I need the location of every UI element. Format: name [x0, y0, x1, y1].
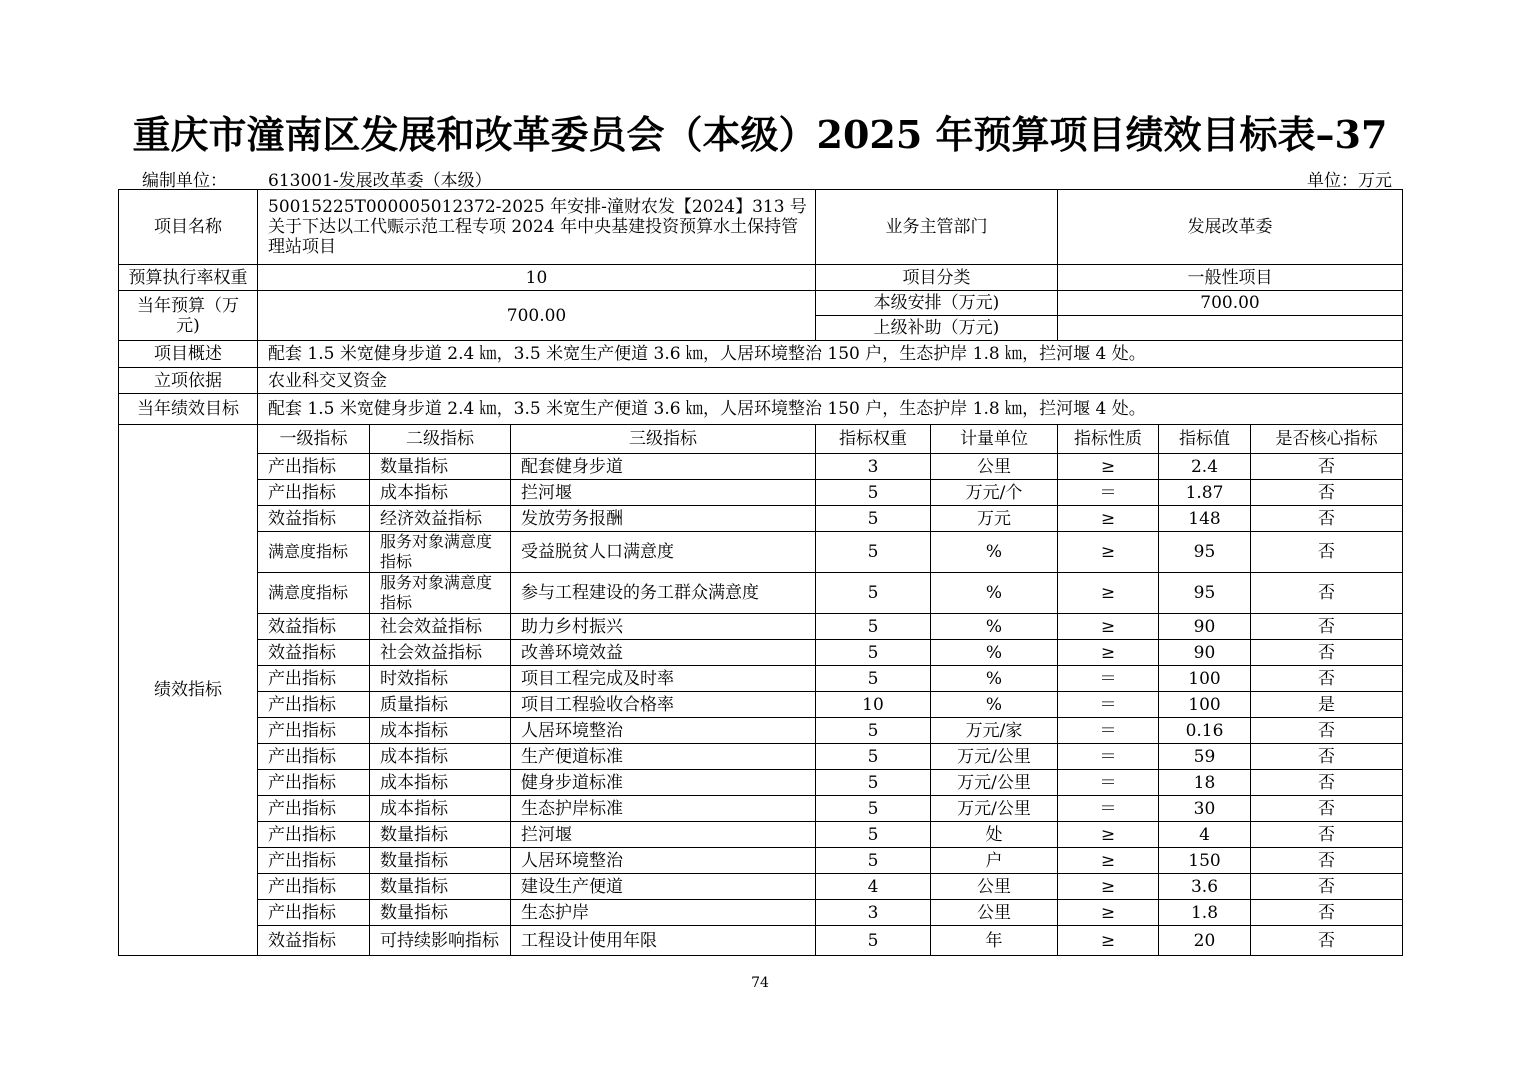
cell-core: 否: [1251, 506, 1403, 532]
cell-weight: 3: [816, 900, 931, 926]
indicator-row: [119, 900, 1403, 926]
cell-level3: 改善环境效益: [511, 640, 816, 666]
project-name-label: 项目名称: [119, 190, 258, 265]
cell-level3: 拦河堰: [511, 822, 816, 848]
cell-nature: ≥: [1058, 454, 1159, 480]
cell-level1: 产出指标: [258, 692, 370, 718]
indicator-row: [119, 532, 1403, 573]
page-title: 重庆市潼南区发展和改革委员会（本级）2025 年预算项目绩效目标表–37: [132, 112, 1388, 157]
local-label: 本级安排（万元): [816, 291, 1058, 316]
category-label: 项目分类: [816, 265, 1058, 291]
cell-value: 150: [1159, 848, 1251, 874]
cell-nature: ≥: [1058, 822, 1159, 848]
basis-label: 立项依据: [119, 368, 258, 394]
cell-level3: 人居环境整治: [511, 848, 816, 874]
cell-level2: 经济效益指标: [370, 506, 511, 532]
cell-value: 30: [1159, 796, 1251, 822]
header-unit: 计量单位: [931, 425, 1058, 454]
cell-unit: %: [931, 532, 1058, 573]
budget-label: 当年预算（万元): [119, 291, 258, 341]
local-value: 700.00: [1058, 291, 1403, 316]
cell-nature: ≥: [1058, 874, 1159, 900]
cell-unit: %: [931, 614, 1058, 640]
cell-weight: 5: [816, 614, 931, 640]
cell-core: 是: [1251, 692, 1403, 718]
cell-core: 否: [1251, 744, 1403, 770]
cell-value: 1.87: [1159, 480, 1251, 506]
cell-level1: 产出指标: [258, 666, 370, 692]
cell-level2: 时效指标: [370, 666, 511, 692]
cell-level3: 拦河堰: [511, 480, 816, 506]
indicator-row: [119, 874, 1403, 900]
cell-level2: 社会效益指标: [370, 614, 511, 640]
weight-label: 预算执行率权重: [119, 265, 258, 291]
cell-value: 0.16: [1159, 718, 1251, 744]
performance-table: [118, 189, 1403, 956]
indicator-section-label: 绩效指标: [119, 425, 258, 956]
cell-core: 否: [1251, 770, 1403, 796]
cell-level1: 产出指标: [258, 900, 370, 926]
cell-nature: ≥: [1058, 506, 1159, 532]
budget-value: 700.00: [258, 291, 816, 341]
cell-level1: 满意度指标: [258, 573, 370, 614]
cell-level1: 产出指标: [258, 770, 370, 796]
cell-unit: 年: [931, 926, 1058, 956]
indicator-row: [119, 718, 1403, 744]
cell-weight: 5: [816, 848, 931, 874]
indicator-row: [119, 770, 1403, 796]
cell-level1: 效益指标: [258, 926, 370, 956]
cell-level3: 项目工程验收合格率: [511, 692, 816, 718]
cell-weight: 5: [816, 532, 931, 573]
indicator-row: [119, 744, 1403, 770]
cell-level2: 社会效益指标: [370, 640, 511, 666]
cell-nature: ＝: [1058, 770, 1159, 796]
cell-nature: ≥: [1058, 532, 1159, 573]
cell-weight: 5: [816, 926, 931, 956]
cell-core: 否: [1251, 874, 1403, 900]
goal-label: 当年绩效目标: [119, 394, 258, 425]
cell-level3: 人居环境整治: [511, 718, 816, 744]
indicator-row: [119, 796, 1403, 822]
cell-level1: 产出指标: [258, 848, 370, 874]
cell-unit: 万元/公里: [931, 744, 1058, 770]
project-name-value: 50015225T000005012372-2025 年安排-潼财农发【2024】313 号关于下达以工代赈示范工程专项 2024 年中央基建投资预算水土保持管理站项目: [258, 190, 816, 265]
indicator-row: [119, 666, 1403, 692]
cell-unit: 万元/公里: [931, 770, 1058, 796]
cell-level3: 配套健身步道: [511, 454, 816, 480]
indicator-row: [119, 480, 1403, 506]
cell-unit: 万元/公里: [931, 796, 1058, 822]
indicator-row: [119, 640, 1403, 666]
cell-weight: 5: [816, 480, 931, 506]
cell-nature: ≥: [1058, 614, 1159, 640]
cell-nature: ≥: [1058, 848, 1159, 874]
cell-nature: ＝: [1058, 796, 1159, 822]
cell-core: 否: [1251, 900, 1403, 926]
cell-level3: 生态护岸: [511, 900, 816, 926]
cell-value: 20: [1159, 926, 1251, 956]
cell-core: 否: [1251, 532, 1403, 573]
page-number: 74: [751, 975, 769, 991]
cell-value: 4: [1159, 822, 1251, 848]
cell-level1: 产出指标: [258, 744, 370, 770]
cell-unit: 万元/个: [931, 480, 1058, 506]
indicator-row: [119, 454, 1403, 480]
header-core: 是否核心指标: [1251, 425, 1403, 454]
cell-level2: 数量指标: [370, 822, 511, 848]
cell-nature: ＝: [1058, 480, 1159, 506]
cell-unit: %: [931, 573, 1058, 614]
cell-level3: 参与工程建设的务工群众满意度: [511, 573, 816, 614]
cell-unit: 万元/家: [931, 718, 1058, 744]
goal-value: 配套 1.5 米宽健身步道 2.4 ㎞，3.5 米宽生产便道 3.6 ㎞，人居环境整治 150 户，生态护岸 1.8 ㎞，拦河堰 4 处。: [258, 394, 1403, 425]
cell-level2: 成本指标: [370, 718, 511, 744]
cell-value: 95: [1159, 532, 1251, 573]
header-level2: 二级指标: [370, 425, 511, 454]
cell-level3: 生产便道标准: [511, 744, 816, 770]
cell-level3: 助力乡村振兴: [511, 614, 816, 640]
cell-unit: 户: [931, 848, 1058, 874]
cell-value: 90: [1159, 640, 1251, 666]
cell-level1: 产出指标: [258, 822, 370, 848]
cell-nature: ≥: [1058, 900, 1159, 926]
cell-nature: ＝: [1058, 666, 1159, 692]
cell-core: 否: [1251, 454, 1403, 480]
cell-level2: 服务对象满意度指标: [370, 573, 511, 614]
cell-core: 否: [1251, 614, 1403, 640]
cell-weight: 10: [816, 692, 931, 718]
indicator-row: [119, 848, 1403, 874]
category-value: 一般性项目: [1058, 265, 1403, 291]
indicator-row: [119, 573, 1403, 614]
cell-level1: 产出指标: [258, 480, 370, 506]
cell-unit: 公里: [931, 874, 1058, 900]
cell-level3: 发放劳务报酬: [511, 506, 816, 532]
prepared-by-label: 编制单位：: [142, 171, 227, 191]
currency-unit: 单位：万元: [1307, 171, 1392, 191]
cell-value: 18: [1159, 770, 1251, 796]
header-level3: 三级指标: [511, 425, 816, 454]
cell-level1: 产出指标: [258, 718, 370, 744]
cell-value: 3.6: [1159, 874, 1251, 900]
cell-weight: 4: [816, 874, 931, 900]
cell-level2: 数量指标: [370, 454, 511, 480]
cell-level3: 受益脱贫人口满意度: [511, 532, 816, 573]
cell-core: 否: [1251, 666, 1403, 692]
cell-level2: 成本指标: [370, 480, 511, 506]
cell-level2: 成本指标: [370, 770, 511, 796]
cell-unit: 处: [931, 822, 1058, 848]
cell-unit: 公里: [931, 454, 1058, 480]
cell-level2: 数量指标: [370, 848, 511, 874]
cell-level1: 产出指标: [258, 454, 370, 480]
header-level1: 一级指标: [258, 425, 370, 454]
cell-core: 否: [1251, 640, 1403, 666]
cell-nature: ＝: [1058, 692, 1159, 718]
cell-core: 否: [1251, 796, 1403, 822]
cell-weight: 5: [816, 640, 931, 666]
cell-level3: 生态护岸标准: [511, 796, 816, 822]
cell-level2: 质量指标: [370, 692, 511, 718]
cell-nature: ≥: [1058, 926, 1159, 956]
cell-nature: ＝: [1058, 744, 1159, 770]
cell-weight: 5: [816, 822, 931, 848]
cell-weight: 5: [816, 718, 931, 744]
indicator-row: [119, 614, 1403, 640]
cell-level3: 健身步道标准: [511, 770, 816, 796]
cell-weight: 5: [816, 506, 931, 532]
cell-level3: 工程设计使用年限: [511, 926, 816, 956]
weight-value: 10: [258, 265, 816, 291]
cell-core: 否: [1251, 822, 1403, 848]
cell-level3: 项目工程完成及时率: [511, 666, 816, 692]
indicator-row: [119, 692, 1403, 718]
cell-value: 90: [1159, 614, 1251, 640]
cell-level1: 效益指标: [258, 506, 370, 532]
indicator-row: [119, 506, 1403, 532]
prepared-by-value: 613001-发展改革委（本级）: [268, 171, 492, 191]
cell-core: 否: [1251, 848, 1403, 874]
overview-value: 配套 1.5 米宽健身步道 2.4 ㎞，3.5 米宽生产便道 3.6 ㎞，人居环境整治 150 户，生态护岸 1.8 ㎞，拦河堰 4 处。: [258, 341, 1403, 368]
cell-weight: 5: [816, 573, 931, 614]
overview-label: 项目概述: [119, 341, 258, 368]
header-value: 指标值: [1159, 425, 1251, 454]
cell-nature: ≥: [1058, 640, 1159, 666]
cell-level2: 服务对象满意度指标: [370, 532, 511, 573]
cell-level1: 效益指标: [258, 614, 370, 640]
cell-level2: 数量指标: [370, 900, 511, 926]
cell-value: 100: [1159, 666, 1251, 692]
cell-value: 59: [1159, 744, 1251, 770]
cell-unit: 万元: [931, 506, 1058, 532]
cell-value: 148: [1159, 506, 1251, 532]
cell-level1: 产出指标: [258, 796, 370, 822]
cell-level2: 成本指标: [370, 796, 511, 822]
cell-nature: ≥: [1058, 573, 1159, 614]
dept-value: 发展改革委: [1058, 190, 1403, 265]
header-nature: 指标性质: [1058, 425, 1159, 454]
cell-level2: 数量指标: [370, 874, 511, 900]
basis-value: 农业科交叉资金: [258, 368, 1403, 394]
cell-unit: %: [931, 692, 1058, 718]
cell-level2: 成本指标: [370, 744, 511, 770]
cell-level2: 可持续影响指标: [370, 926, 511, 956]
cell-value: 2.4: [1159, 454, 1251, 480]
cell-level1: 效益指标: [258, 640, 370, 666]
subsidy-label: 上级补助（万元): [816, 316, 1058, 341]
cell-weight: 3: [816, 454, 931, 480]
cell-value: 100: [1159, 692, 1251, 718]
header-weight: 指标权重: [816, 425, 931, 454]
cell-weight: 5: [816, 770, 931, 796]
cell-unit: %: [931, 666, 1058, 692]
indicator-row: [119, 926, 1403, 956]
cell-weight: 5: [816, 796, 931, 822]
cell-unit: 公里: [931, 900, 1058, 926]
indicator-row: [119, 822, 1403, 848]
cell-weight: 5: [816, 666, 931, 692]
subsidy-value: [1058, 316, 1403, 341]
cell-core: 否: [1251, 926, 1403, 956]
cell-core: 否: [1251, 480, 1403, 506]
cell-unit: %: [931, 640, 1058, 666]
dept-label: 业务主管部门: [816, 190, 1058, 265]
cell-level1: 产出指标: [258, 874, 370, 900]
cell-value: 1.8: [1159, 900, 1251, 926]
cell-core: 否: [1251, 573, 1403, 614]
cell-weight: 5: [816, 744, 931, 770]
cell-core: 否: [1251, 718, 1403, 744]
cell-nature: ＝: [1058, 718, 1159, 744]
cell-level1: 满意度指标: [258, 532, 370, 573]
cell-value: 95: [1159, 573, 1251, 614]
cell-level3: 建设生产便道: [511, 874, 816, 900]
